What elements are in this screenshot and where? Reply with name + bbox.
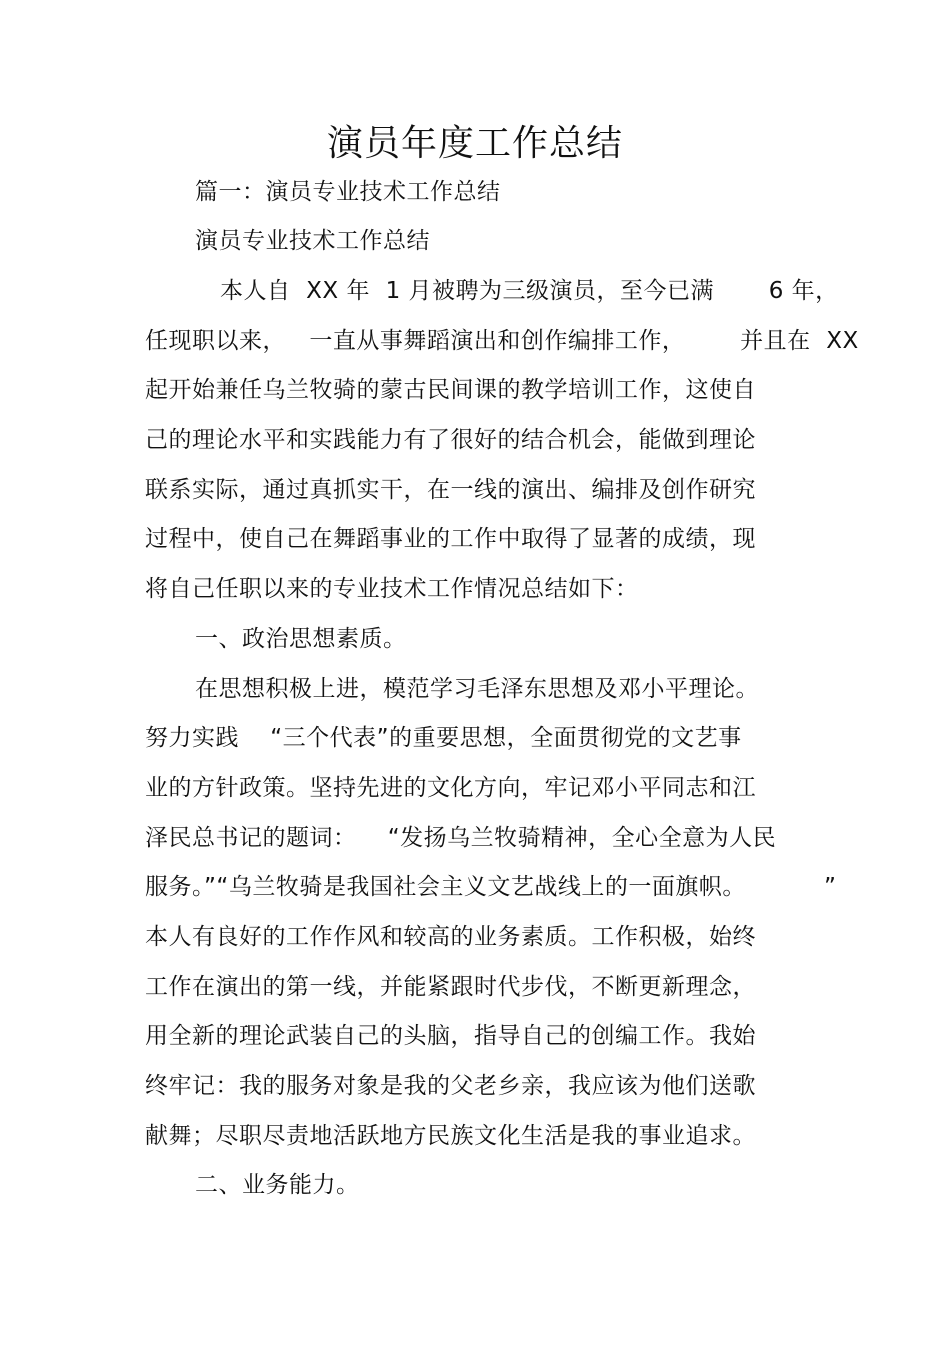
paragraph-line: 业的方针政策。坚持先进的文化方向，牢记邓小平同志和江 <box>145 775 756 801</box>
paragraph-line: 工作在演出的第一线，并能紧跟时代步伐，不断更新理念， <box>145 974 756 1000</box>
paragraph-line: 在思想积极上进，模范学习毛泽东思想及邓小平理论。 <box>195 676 759 702</box>
section-heading-business: 二、业务能力。 <box>195 1172 360 1198</box>
paragraph-line: 献舞；尽职尽责地活跃地方民族文化生活是我的事业追求。 <box>145 1123 756 1149</box>
paragraph-line: 用全新的理论武装自己的头脑，指导自己的创编工作。我始 <box>145 1023 756 1049</box>
paragraph-line: 己的理论水平和实践能力有了很好的结合机会，能做到理论 <box>145 427 756 453</box>
paragraph-line: 过程中，使自己在舞蹈事业的工作中取得了显著的成绩，现 <box>145 526 756 552</box>
paragraph-line: 起开始兼任乌兰牧骑的蒙古民间课的教学培训工作，这使自 <box>145 377 756 403</box>
paragraph-line: 将自己任职以来的专业技术工作情况总结如下： <box>145 576 639 602</box>
subheading: 演员专业技术工作总结 <box>195 228 430 254</box>
paragraph-line: 努力实践 “三个代表”的重要思想，全面贯彻党的文艺事 <box>145 725 742 751</box>
paragraph-line: 任现职以来， 一直从事舞蹈演出和创作编排工作， 并且在 XX <box>145 328 859 354</box>
paragraph-line: 本人自 XX 年 1 月被聘为三级演员，至今已满 6 年， <box>220 278 839 304</box>
paragraph-line: 服务。”“乌兰牧骑是我国社会主义文艺战线上的一面旗帜。 ” <box>145 874 837 900</box>
paragraph-line: 终牢记：我的服务对象是我的父老乡亲，我应该为他们送歌 <box>145 1073 756 1099</box>
section-heading-chapter-one: 篇一：演员专业技术工作总结 <box>195 179 501 205</box>
paragraph-line: 泽民总书记的题词： “发扬乌兰牧骑精神，全心全意为人民 <box>145 825 777 851</box>
section-heading-political: 一、政治思想素质。 <box>195 626 407 652</box>
document-title: 演员年度工作总结 <box>326 123 623 164</box>
paragraph-line: 本人有良好的工作作风和较高的业务素质。工作积极，始终 <box>145 924 756 950</box>
paragraph-line: 联系实际，通过真抓实干，在一线的演出、编排及创作研究 <box>145 477 756 503</box>
